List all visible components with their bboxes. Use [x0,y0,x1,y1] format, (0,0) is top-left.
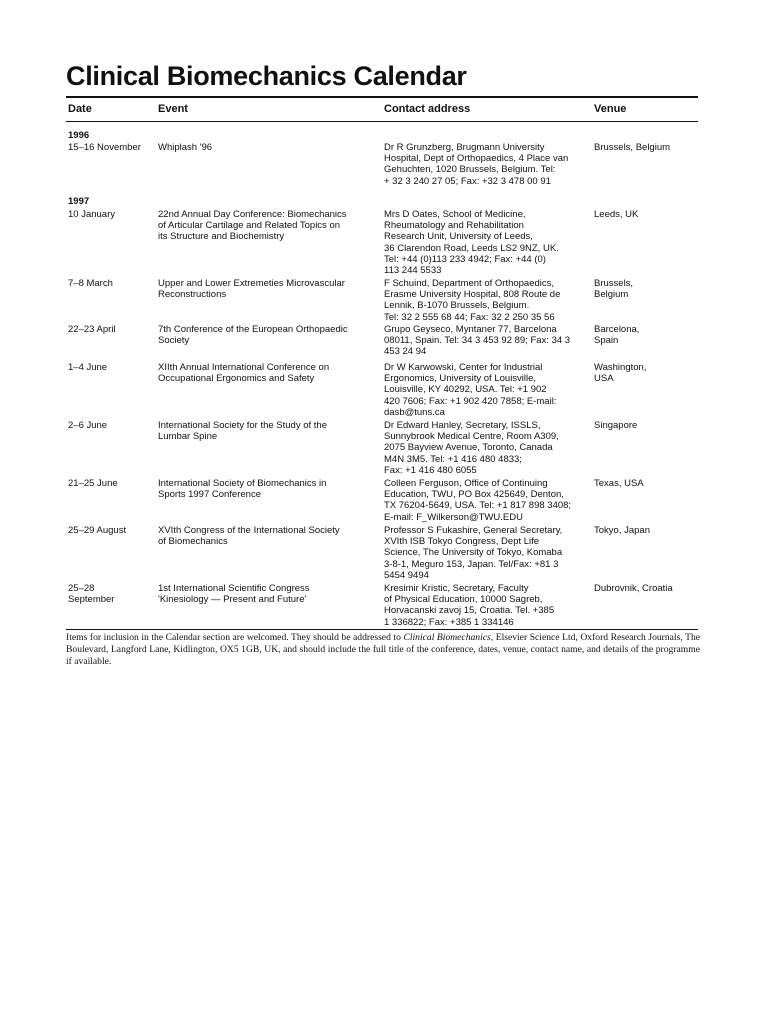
event-venue: Barcelona, Spain [594,324,640,347]
contact-address: Dr W Karwowski, Center for Industrial Ergonomics, University of Louisville, Louisville, KY 40292, USA. Tel: +1 902 420 7606; Fax: +1 902 420 7858; E-mail: dasb@tuns.ca [384,362,557,418]
header-rule [66,121,698,122]
submission-note-text: Items for inclusion in the Calendar section are welcomed. They should be addressed to [66,632,404,643]
column-header-event: Event [158,103,188,115]
event-name: International Society of Biomechanics in Sports 1997 Conference [158,478,327,501]
event-name: 22nd Annual Day Conference: Biomechanics of Articular Cartilage and Related Topics on its Structure and Biochemistry [158,209,347,243]
submission-note-details: , Elsevier Science Ltd, Oxford Research Journals, The Boulevard, Langford Lane, Kidlington, OX5 1GB, UK, and should include the full title of the conference, dates, venue, contact name, and details of the programme if available. [66,632,701,667]
event-name: Upper and Lower Extremeties Microvascular Reconstructions [158,278,345,301]
event-date: 2–6 June [68,420,108,431]
event-name: International Society for the Study of the Lumbar Spine [158,420,327,443]
contact-address: Grupo Geyseco, Myntaner 77, Barcelona 08011, Spain. Tel: 34 3 453 92 89; Fax: 34 3 453 24 94 [384,324,571,358]
event-venue: Tokyo, Japan [594,525,650,536]
column-header-date: Date [68,103,92,115]
event-venue: Brussels, Belgium [594,142,671,153]
contact-address: Dr R Grunzberg, Brugmann University Hospital, Dept of Orthopaedics, 4 Place van Gehuchten, 1020 Brussels, Belgium. Tel: + 32 3 240 27 05; Fax: +32 3 478 00 91 [384,142,569,187]
event-date: 22–23 April [68,324,116,335]
event-date: 25–29 August [68,525,127,536]
contact-address: F Schuind, Department of Orthopaedics, Erasme University Hospital, 808 Route de Lennik, B-1070 Brussels, Belgium. Tel: 32 2 555 68 44; Fax: 32 2 250 35 56 [384,278,561,323]
event-name: 7th Conference of the European Orthopaedic Society [158,324,348,347]
event-date: 25–28 September [68,583,115,606]
year-heading-1997: 1997 [68,196,90,207]
submission-note [66,632,700,667]
event-date: 15–16 November [68,142,141,153]
event-venue: Brussels, Belgium [594,278,634,301]
page-title: Clinical Biomechanics Calendar [66,61,467,91]
contact-address: Colleen Ferguson, Office of Continuing Education, TWU, PO Box 425649, Denton, TX 76204-5649, USA. Tel: +1 817 898 3408; E-mail: F_Wilkerson@TWU.EDU [384,478,572,523]
table-bottom-rule [66,629,698,630]
event-venue: Texas, USA [594,478,644,489]
event-name: Whiplash '96 [158,142,213,153]
journal-name: Clinical Biomechanics [403,632,491,643]
event-date: 21–25 June [68,478,118,489]
event-venue: Washington, USA [594,362,647,385]
contact-address: Dr Edward Hanley, Secretary, ISSLS, Sunnybrook Medical Centre, Room A309, 2075 Bayview Avenue, Toronto, Canada M4N 3M5. Tel: +1 416 480 4833; Fax: +1 416 480 6055 [384,420,559,476]
event-name: XIIth Annual International Conference on Occupational Ergonomics and Safety [158,362,330,385]
event-date: 10 January [68,209,116,220]
table-header [0,102,768,118]
contact-address: Kresimir Kristic, Secretary, Faculty of Physical Education, 10000 Sagreb, Horvacanski zavoj 15, Croatia. Tel. +385 1 336822; Fax: +385 1 334146 [384,583,555,628]
event-venue: Dubrovnik, Croatia [594,583,673,594]
event-name: XVIth Congress of the International Society of Biomechanics [158,525,340,548]
title-rule [66,96,698,98]
event-name: 1st International Scientific Congress 'Kinesiology — Present and Future' [158,583,310,606]
event-venue: Singapore [594,420,638,431]
event-date: 7–8 March [68,278,113,289]
contact-address: Professor S Fukashire, General Secretary, XVIth ISB Tokyo Congress, Dept Life Science, The University of Tokyo, Komaba 3-8-1, Meguro 153, Japan. Tel/Fax: +81 3 5454 9494 [384,525,563,581]
column-header-contact: Contact address [384,103,471,115]
contact-address: Mrs D Oates, School of Medicine, Rheumatology and Rehabilitation Research Unit, University of Leeds, 36 Clarendon Road, Leeds LS2 9NZ, UK. Tel: +44 (0)113 233 4942; Fax: +44 (0) 113 244 5533 [384,209,559,277]
year-heading-1996: 1996 [68,130,90,141]
event-venue: Leeds, UK [594,209,639,220]
column-header-venue: Venue [594,103,627,115]
event-date: 1–4 June [68,362,108,373]
